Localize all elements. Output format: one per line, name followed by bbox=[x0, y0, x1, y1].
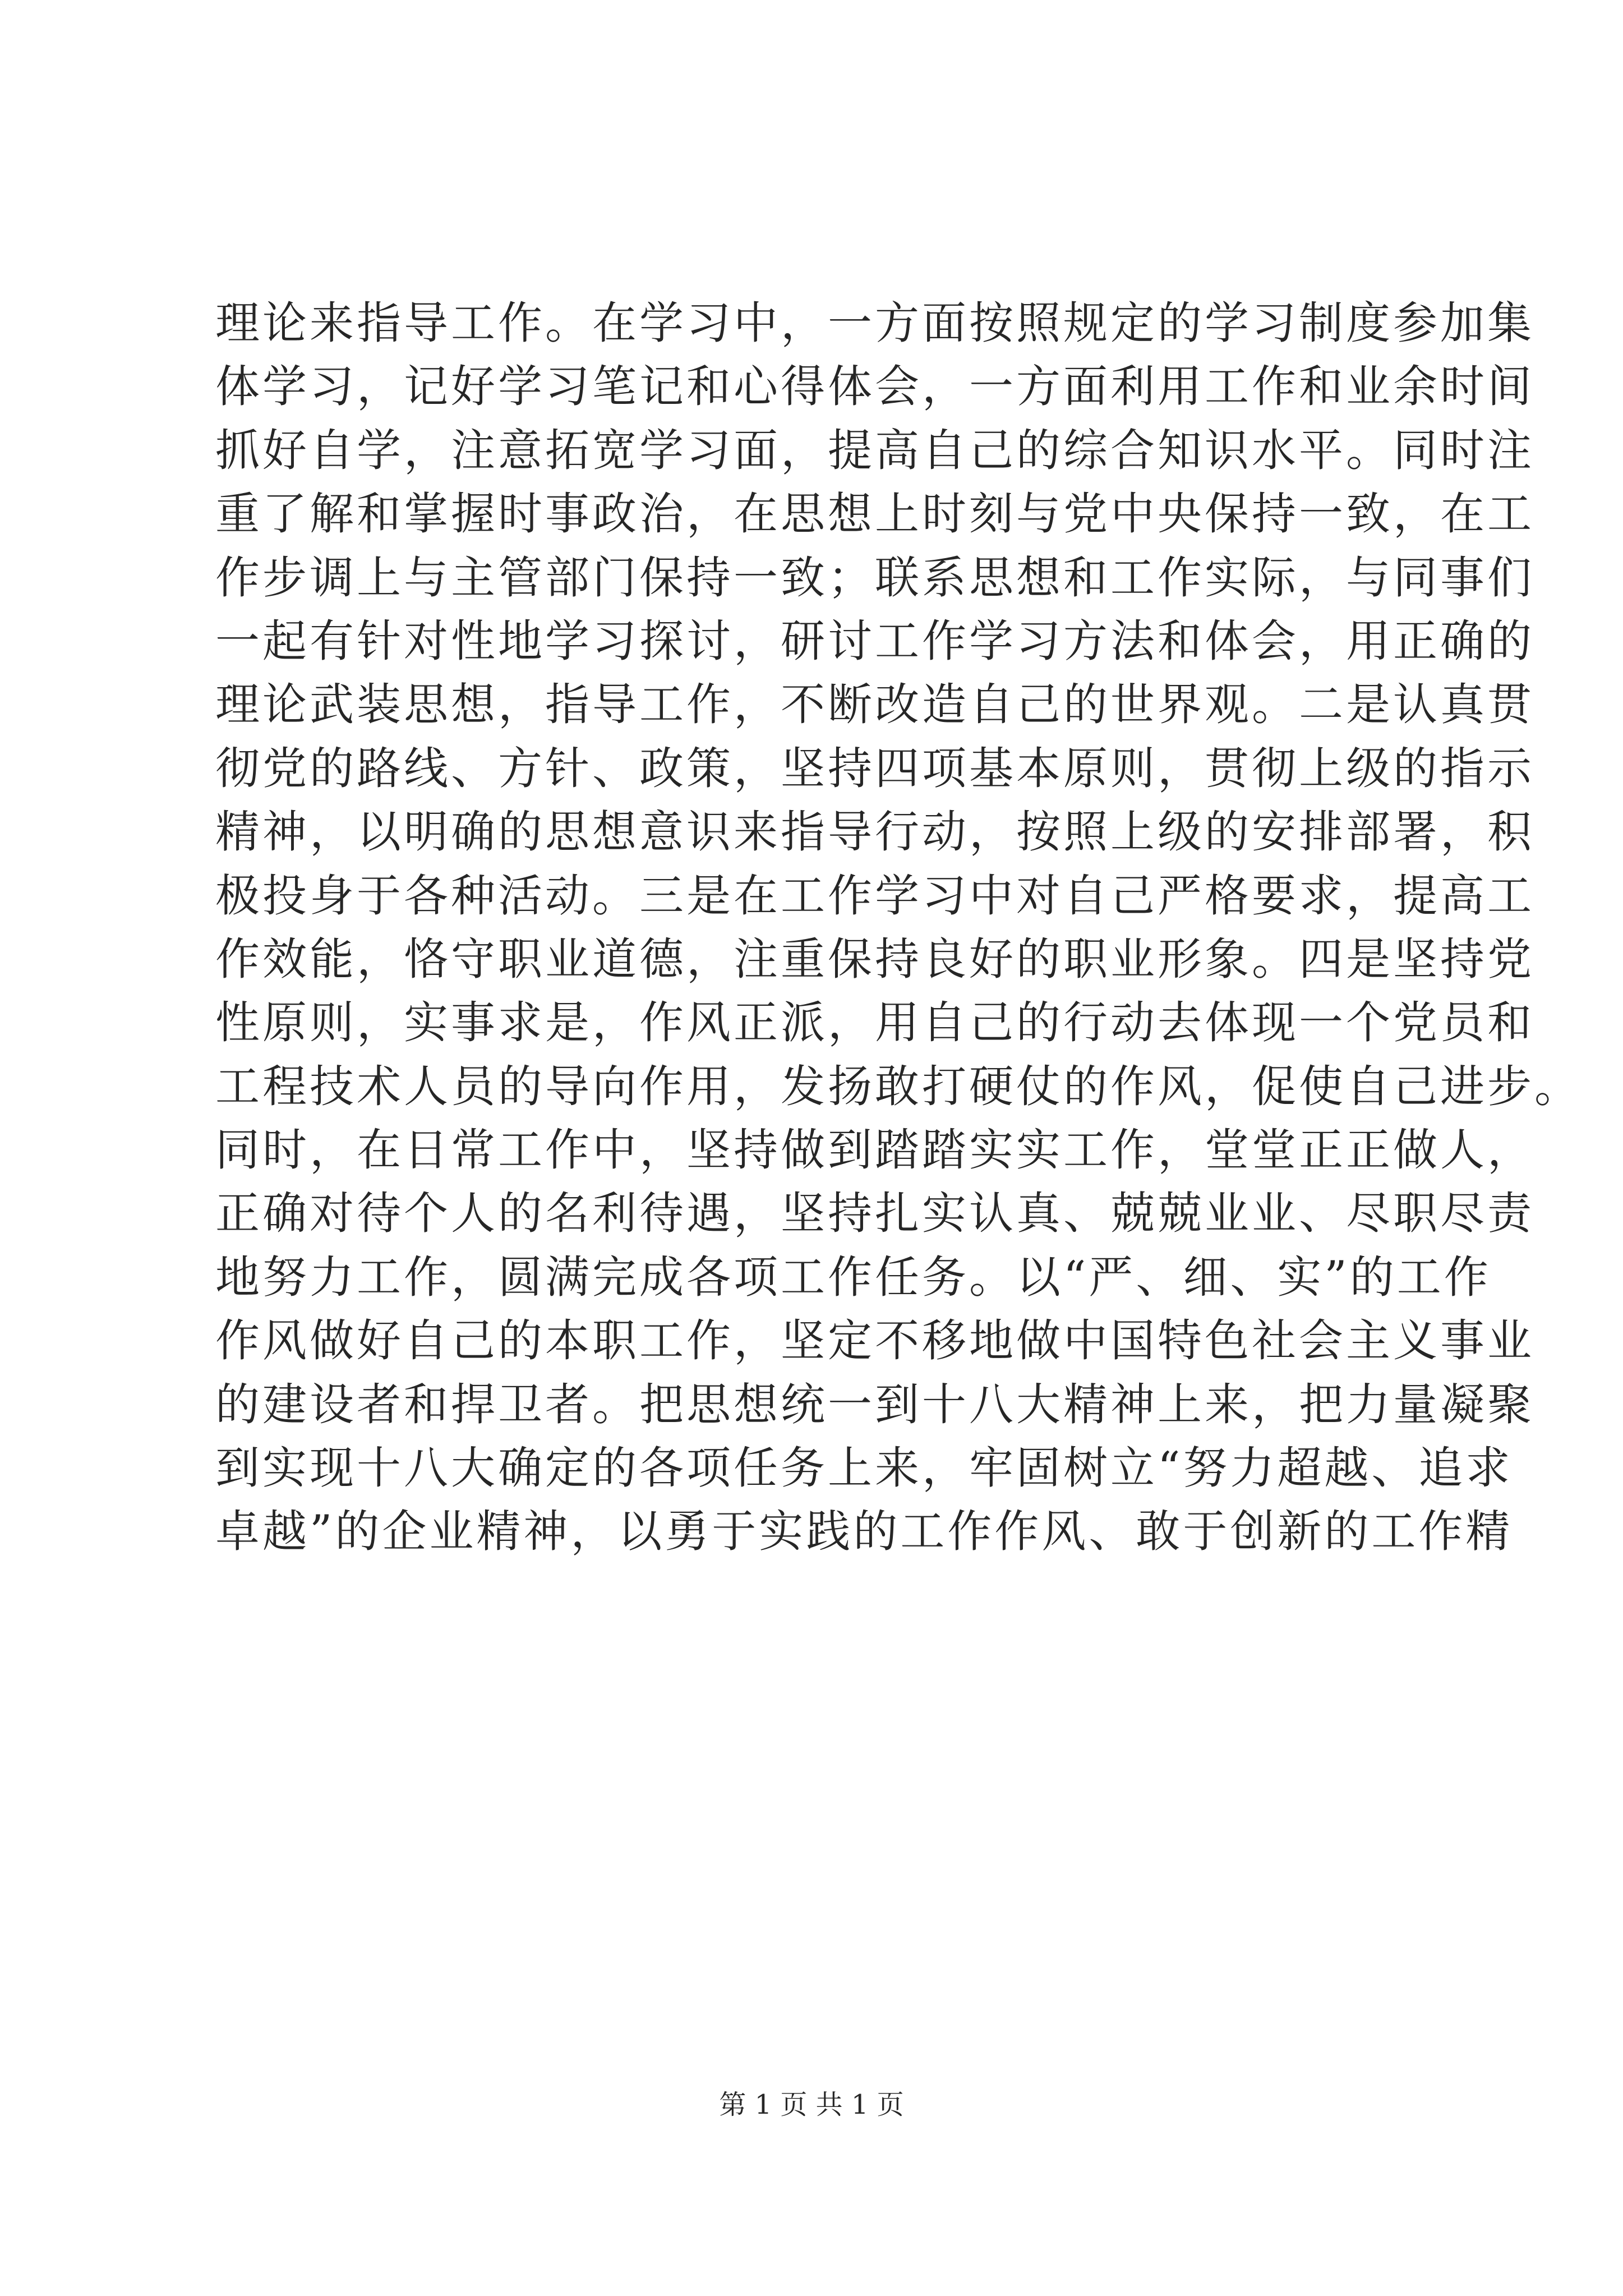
body-text bbox=[215, 292, 1581, 1564]
text-line: 地努力工作，圆满完成各项工作任务。以“严、细、实”的工作 bbox=[215, 1251, 1491, 1303]
text-line: 一起有针对性地学习探讨，研讨工作学习方法和体会，用正确的 bbox=[215, 615, 1534, 667]
text-line: 重了解和掌握时事政治，在思想上时刻与党中央保持一致，在工 bbox=[215, 488, 1534, 540]
text-line: 同时，在日常工作中，坚持做到踏踏实实工作，堂堂正正做人， bbox=[215, 1124, 1534, 1176]
text-line: 体学习，记好学习笔记和心得体会，一方面利用工作和业余时间 bbox=[215, 361, 1534, 413]
text-line: 极投身于各种活动。三是在工作学习中对自己严格要求，提高工 bbox=[215, 869, 1534, 922]
text-line: 作风做好自己的本职工作，坚定不移地做中国特色社会主义事业 bbox=[215, 1315, 1534, 1367]
text-line: 精神，以明确的思想意识来指导行动，按照上级的安排部署，积 bbox=[215, 806, 1534, 858]
text-line: 作效能，恪守职业道德，注重保持良好的职业形象。四是坚持党 bbox=[215, 933, 1534, 985]
text-line: 理论来指导工作。在学习中，一方面按照规定的学习制度参加集 bbox=[215, 297, 1534, 349]
text-line: 卓越”的企业精神，以勇于实践的工作作风、敢于创新的工作精 bbox=[215, 1506, 1513, 1558]
text-line: 性原则，实事求是，作风正派，用自己的行动去体现一个党员和 bbox=[215, 997, 1534, 1049]
text-line: 工程技术人员的导向作用，发扬敢打硬仗的作风，促使自己进步。 bbox=[215, 1060, 1581, 1112]
text-line: 到实现十八大确定的各项任务上来，牢固树立“努力超越、追求 bbox=[215, 1442, 1513, 1494]
text-line: 作步调上与主管部门保持一致；联系思想和工作实际，与同事们 bbox=[215, 551, 1534, 604]
text-line: 抓好自学，注意拓宽学习面，提高自己的综合知识水平。同时注 bbox=[215, 424, 1534, 476]
page-footer: 第 1 页 共 1 页 bbox=[719, 2089, 904, 2120]
text-line: 正确对待个人的名利待遇，坚持扎实认真、兢兢业业、尽职尽责 bbox=[215, 1188, 1534, 1240]
text-line: 的建设者和捍卫者。把思想统一到十八大精神上来，把力量凝聚 bbox=[215, 1378, 1534, 1430]
text-line: 理论武装思想，指导工作，不断改造自己的世界观。二是认真贯 bbox=[215, 679, 1534, 731]
text-line: 彻党的路线、方针、政策，坚持四项基本原则，贯彻上级的指示 bbox=[215, 742, 1534, 794]
